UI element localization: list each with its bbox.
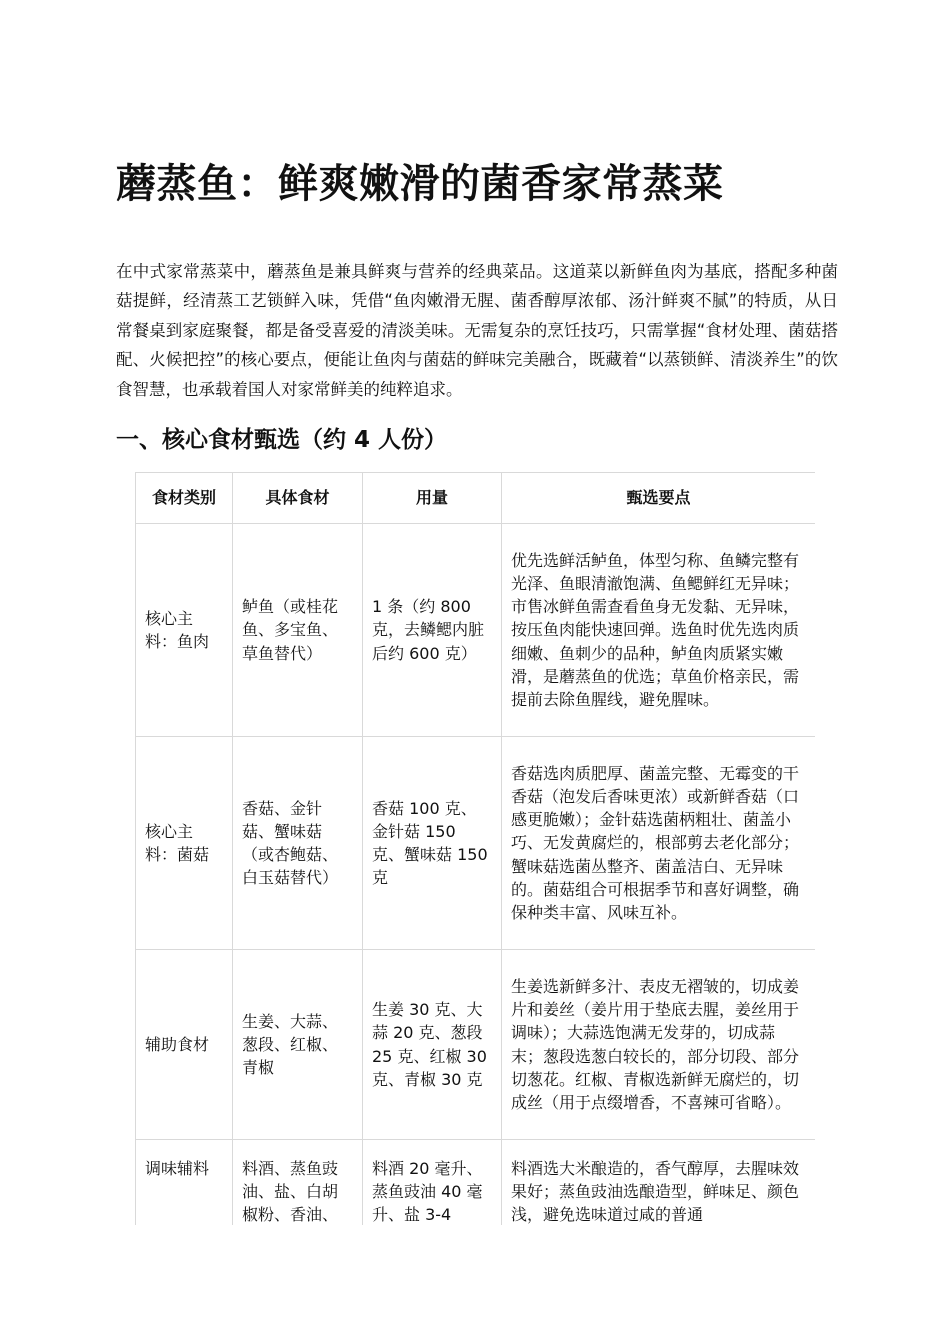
header-category: 食材类别 bbox=[136, 473, 233, 524]
cell-category: 核心主料：鱼肉 bbox=[136, 524, 233, 737]
table-row bbox=[136, 737, 816, 950]
table-header-row bbox=[136, 473, 816, 524]
table-row bbox=[136, 950, 816, 1140]
cell-tips: 香菇选肉质肥厚、菌盖完整、无霉变的干香菇（泡发后香味更浓）或新鲜香菇（口感更脆嫩）；金针菇选菌柄粗壮、菌盖小巧、无发黄腐烂的，根部剪去老化部分；蟹味菇选菌丛整齐、菌盖洁白、无异味的。菌菇组合可根据季节和喜好调整，确保种类丰富、风味互补。 bbox=[502, 737, 816, 950]
cell-amount: 1 条（约 800 克，去鳞鳃内脏后约 600 克） bbox=[363, 524, 502, 737]
header-amount: 用量 bbox=[363, 473, 502, 524]
cell-amount: 生姜 30 克、大蒜 20 克、葱段 25 克、红椒 30 克、青椒 30 克 bbox=[363, 950, 502, 1140]
cell-category: 核心主料：菌菇 bbox=[136, 737, 233, 950]
cell-ingredient: 料酒、蒸鱼豉油、盐、白胡椒粉、香油、 bbox=[233, 1140, 363, 1226]
cell-tips: 生姜选新鲜多汁、表皮无褶皱的，切成姜片和姜丝（姜片用于垫底去腥，姜丝用于调味）；大蒜选饱满无发芽的，切成蒜末；葱段选葱白较长的，部分切段、部分切葱花。红椒、青椒选新鲜无腐烂的，切成丝（用于点缀增香，不喜辣可省略）。 bbox=[502, 950, 816, 1140]
intro-paragraph: 在中式家常蒸菜中，蘑蒸鱼是兼具鲜爽与营养的经典菜品。这道菜以新鲜鱼肉为基底，搭配多种菌菇提鲜，经清蒸工艺锁鲜入味，凭借“鱼肉嫩滑无腥、菌香醇厚浓郁、汤汁鲜爽不腻”的特质，从日常餐桌到家庭聚餐，都是备受喜爱的清淡美味。无需复杂的烹饪技巧，只需掌握“食材处理、菌菇搭配、火候把控”的核心要点，便能让鱼肉与菌菇的鲜味完美融合，既藏着“以蒸锁鲜、清淡养生”的饮食智慧，也承载着国人对家常鲜美的纯粹追求。 bbox=[116, 262, 838, 399]
ingredients-table-wrapper bbox=[135, 472, 815, 1225]
cell-ingredient: 生姜、大蒜、葱段、红椒、青椒 bbox=[233, 950, 363, 1140]
cell-category: 调味辅料 bbox=[136, 1140, 233, 1226]
cell-category: 辅助食材 bbox=[136, 950, 233, 1140]
cell-ingredient: 鲈鱼（或桂花鱼、多宝鱼、草鱼替代） bbox=[233, 524, 363, 737]
cell-ingredient: 香菇、金针菇、蟹味菇（或杏鲍菇、白玉菇替代） bbox=[233, 737, 363, 950]
cell-amount: 香菇 100 克、金针菇 150 克、蟹味菇 150 克 bbox=[363, 737, 502, 950]
ingredients-table bbox=[135, 472, 815, 1225]
table-row bbox=[136, 1140, 816, 1226]
section-heading-ingredients: 一、核心食材甄选（约 4 人份） bbox=[116, 427, 448, 453]
header-tips: 甄选要点 bbox=[502, 473, 816, 524]
page-title: 蘑蒸鱼：鲜爽嫩滑的菌香家常蒸菜 bbox=[116, 161, 724, 207]
cell-amount: 料酒 20 毫升、蒸鱼豉油 40 毫升、盐 3-4 bbox=[363, 1140, 502, 1226]
header-ingredient: 具体食材 bbox=[233, 473, 363, 524]
cell-tips: 料酒选大米酿造的，香气醇厚，去腥味效果好；蒸鱼豉油选酿造型，鲜味足、颜色浅，避免选味道过咸的普通 bbox=[502, 1140, 816, 1226]
table-row bbox=[136, 524, 816, 737]
cell-tips: 优先选鲜活鲈鱼，体型匀称、鱼鳞完整有光泽、鱼眼清澈饱满、鱼鳃鲜红无异味；市售冰鲜鱼需查看鱼身无发黏、无异味，按压鱼肉能快速回弹。选鱼时优先选肉质细嫩、鱼刺少的品种，鲈鱼肉质紧实嫩滑，是蘑蒸鱼的优选；草鱼价格亲民，需提前去除鱼腥线，避免腥味。 bbox=[502, 524, 816, 737]
